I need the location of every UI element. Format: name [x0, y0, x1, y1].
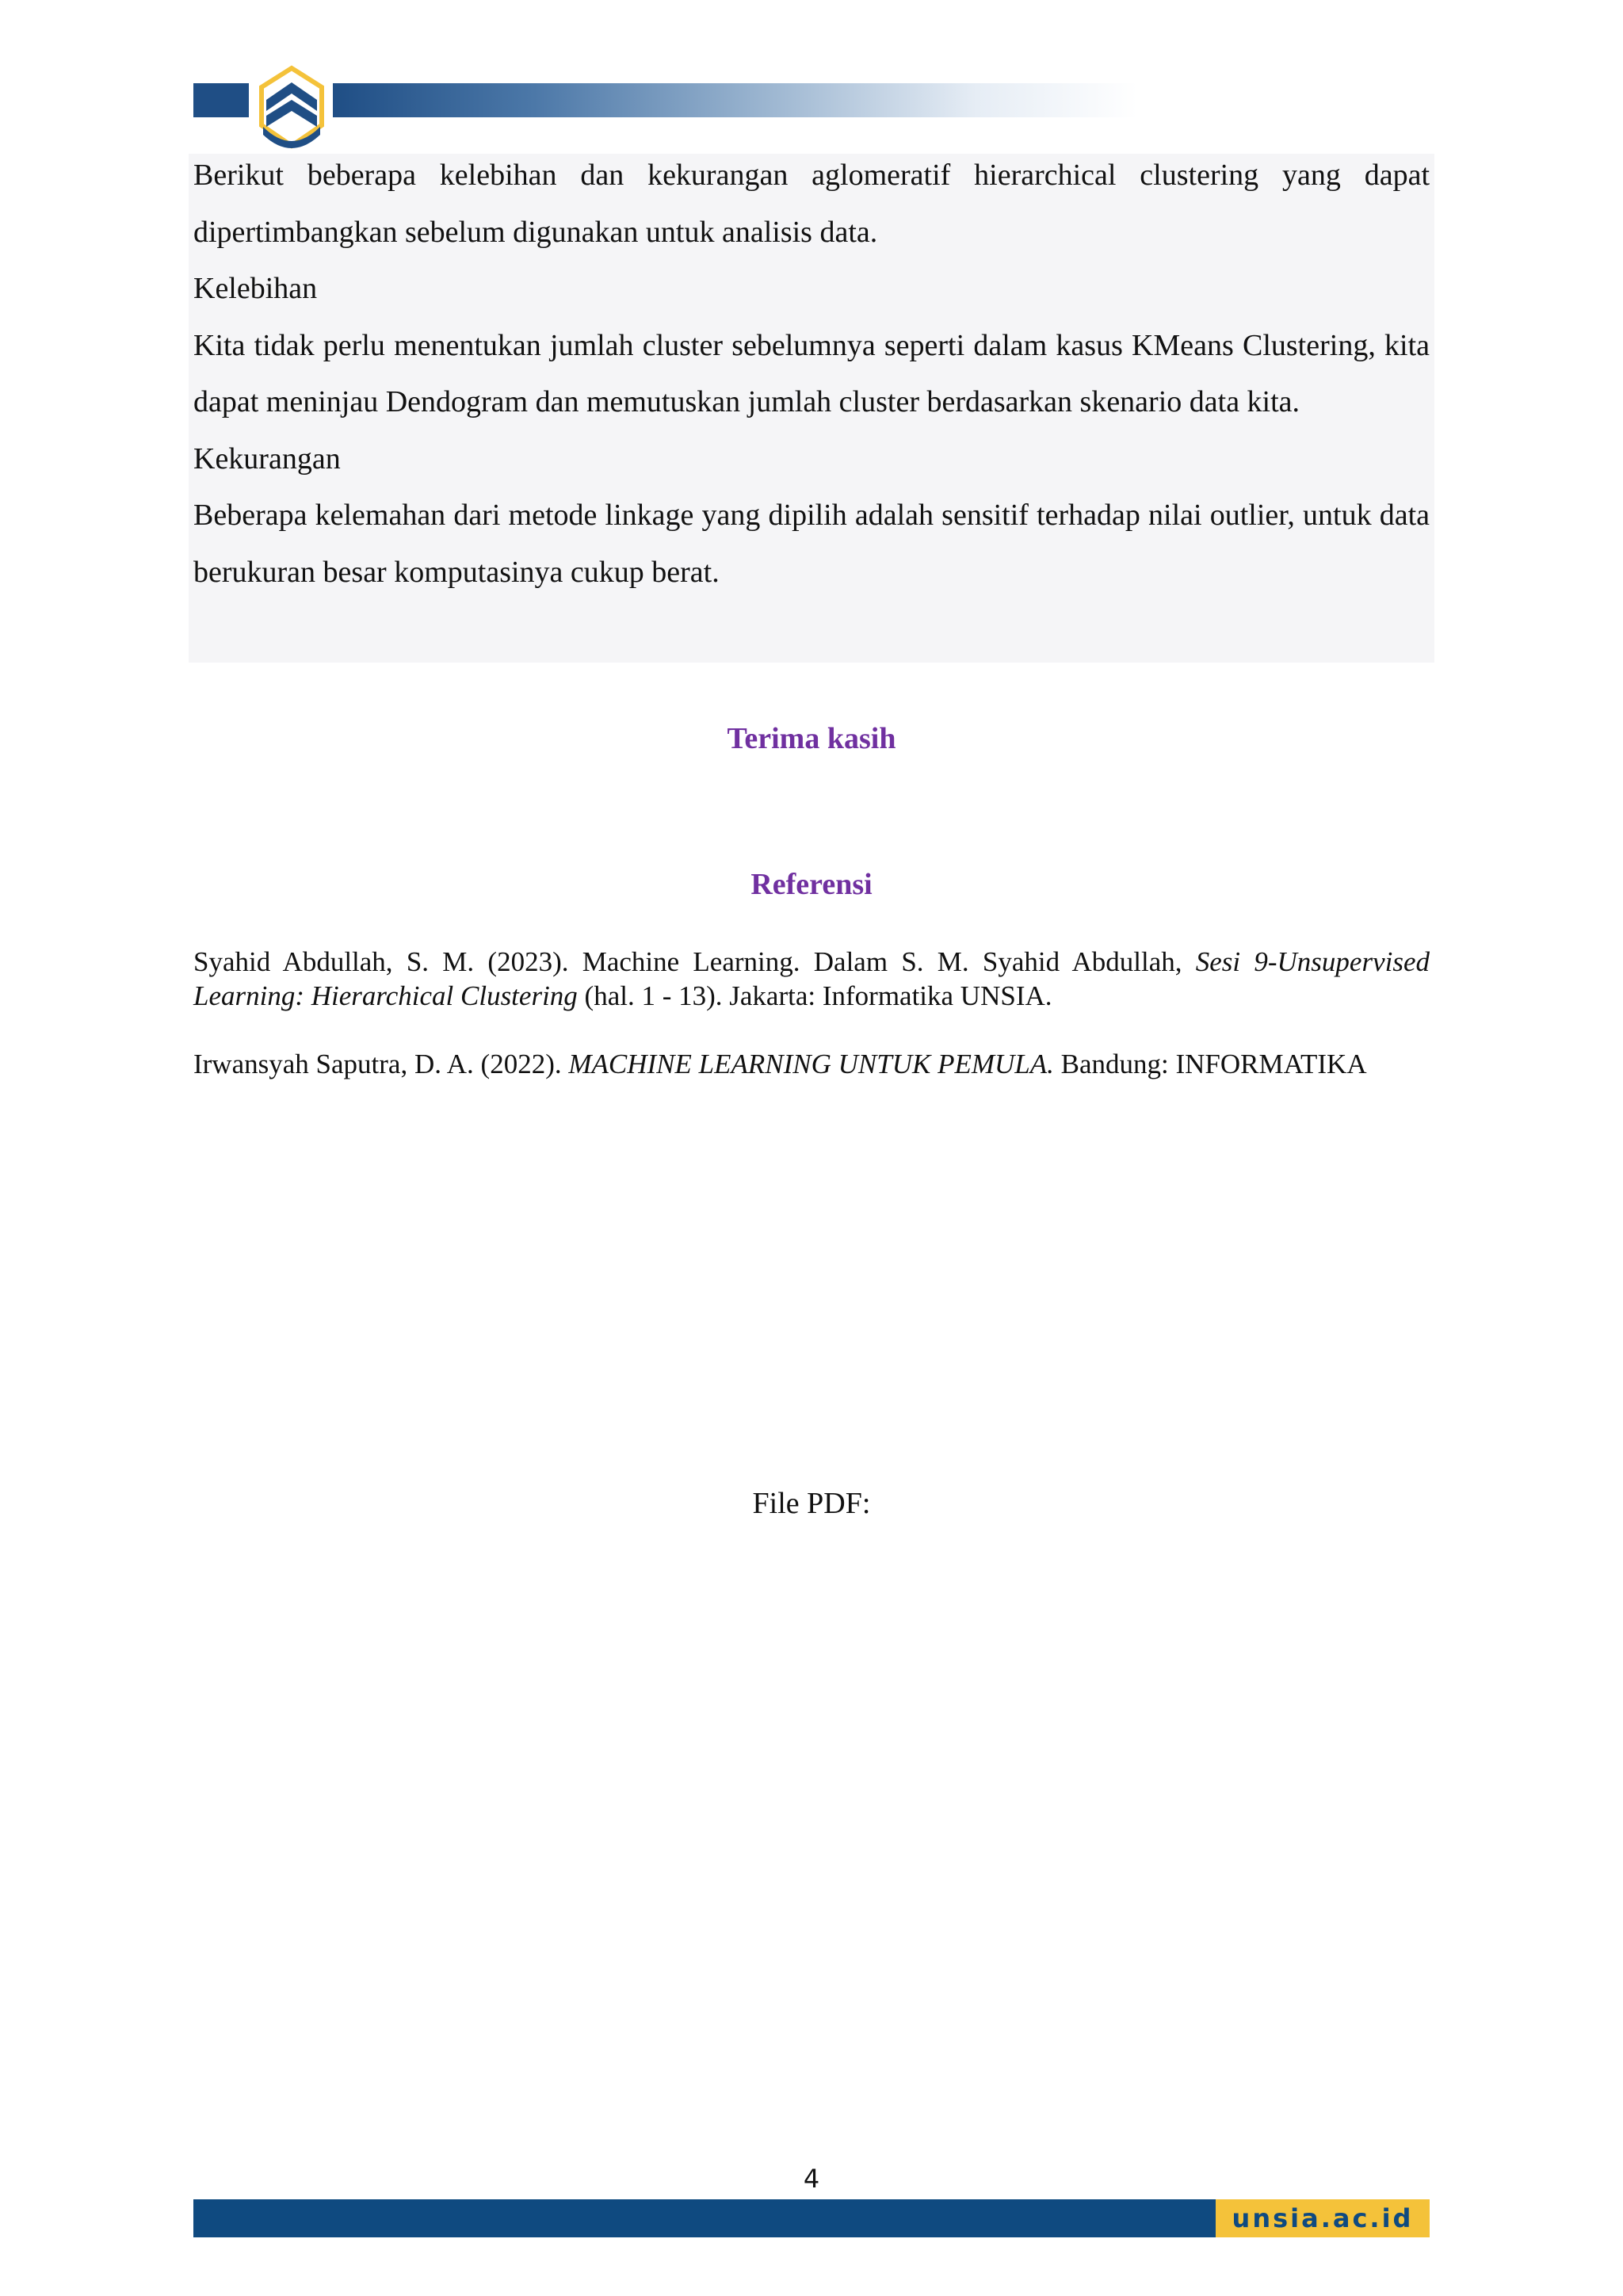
- reference-title: MACHINE LEARNING UNTUK PEMULA.: [568, 1049, 1054, 1079]
- footer-website: unsia.ac.id: [1216, 2199, 1430, 2237]
- footer-bar: [193, 2199, 1216, 2237]
- reference-title: Sesi 9-Unsupervised Learning: Hierarchical Clustering: [193, 946, 1430, 1011]
- disadvantages-paragraph: Beberapa kelemahan dari metode linkage yang dipilih adalah sensitif terhadap nilai outlier, untuk data berukuran besar komputasinya cukup berat.: [193, 499, 1430, 589]
- header-gradient-bar: [333, 83, 1137, 117]
- advantages-paragraph: Kita tidak perlu menentukan jumlah cluster sebelumnya seperti dalam kasus KMeans Clustering, kita dapat meninjau Dendogram dan memutuskan jumlah cluster berdasarkan skenario data kita.: [193, 328, 1430, 418]
- file-pdf-label: File PDF:: [752, 1487, 871, 1520]
- reference-item: [193, 1047, 1430, 1081]
- university-logo-icon: [252, 63, 331, 151]
- references-heading: Referensi: [750, 868, 873, 901]
- reference-text: Irwansyah Saputra, D. A. (2022).: [193, 1049, 569, 1079]
- reference-text: Bandung: INFORMATIKA: [1053, 1049, 1367, 1079]
- reference-item: [193, 945, 1430, 1013]
- page-header: [193, 63, 946, 151]
- reference-list: [193, 945, 1430, 1081]
- intro-paragraph: Berikut beberapa kelebihan dan kekurangan aglomeratif hierarchical clustering yang dapat dipertimbangkan sebelum digunakan untuk analisis data.: [193, 159, 1430, 249]
- page-number: 4: [803, 2164, 820, 2194]
- reference-text: Syahid Abdullah, S. M. (2023). Machine Learning. Dalam S. M. Syahid Abdullah,: [193, 946, 1196, 977]
- disadvantages-label: Kekurangan: [193, 441, 341, 476]
- reference-text: (hal. 1 - 13). Jakarta: Informatika UNSIA.: [577, 980, 1052, 1011]
- advantages-label: Kelebihan: [193, 272, 318, 305]
- thanks-heading: Terima kasih: [727, 722, 896, 755]
- body-text: [193, 147, 1430, 601]
- header-square: [193, 83, 249, 117]
